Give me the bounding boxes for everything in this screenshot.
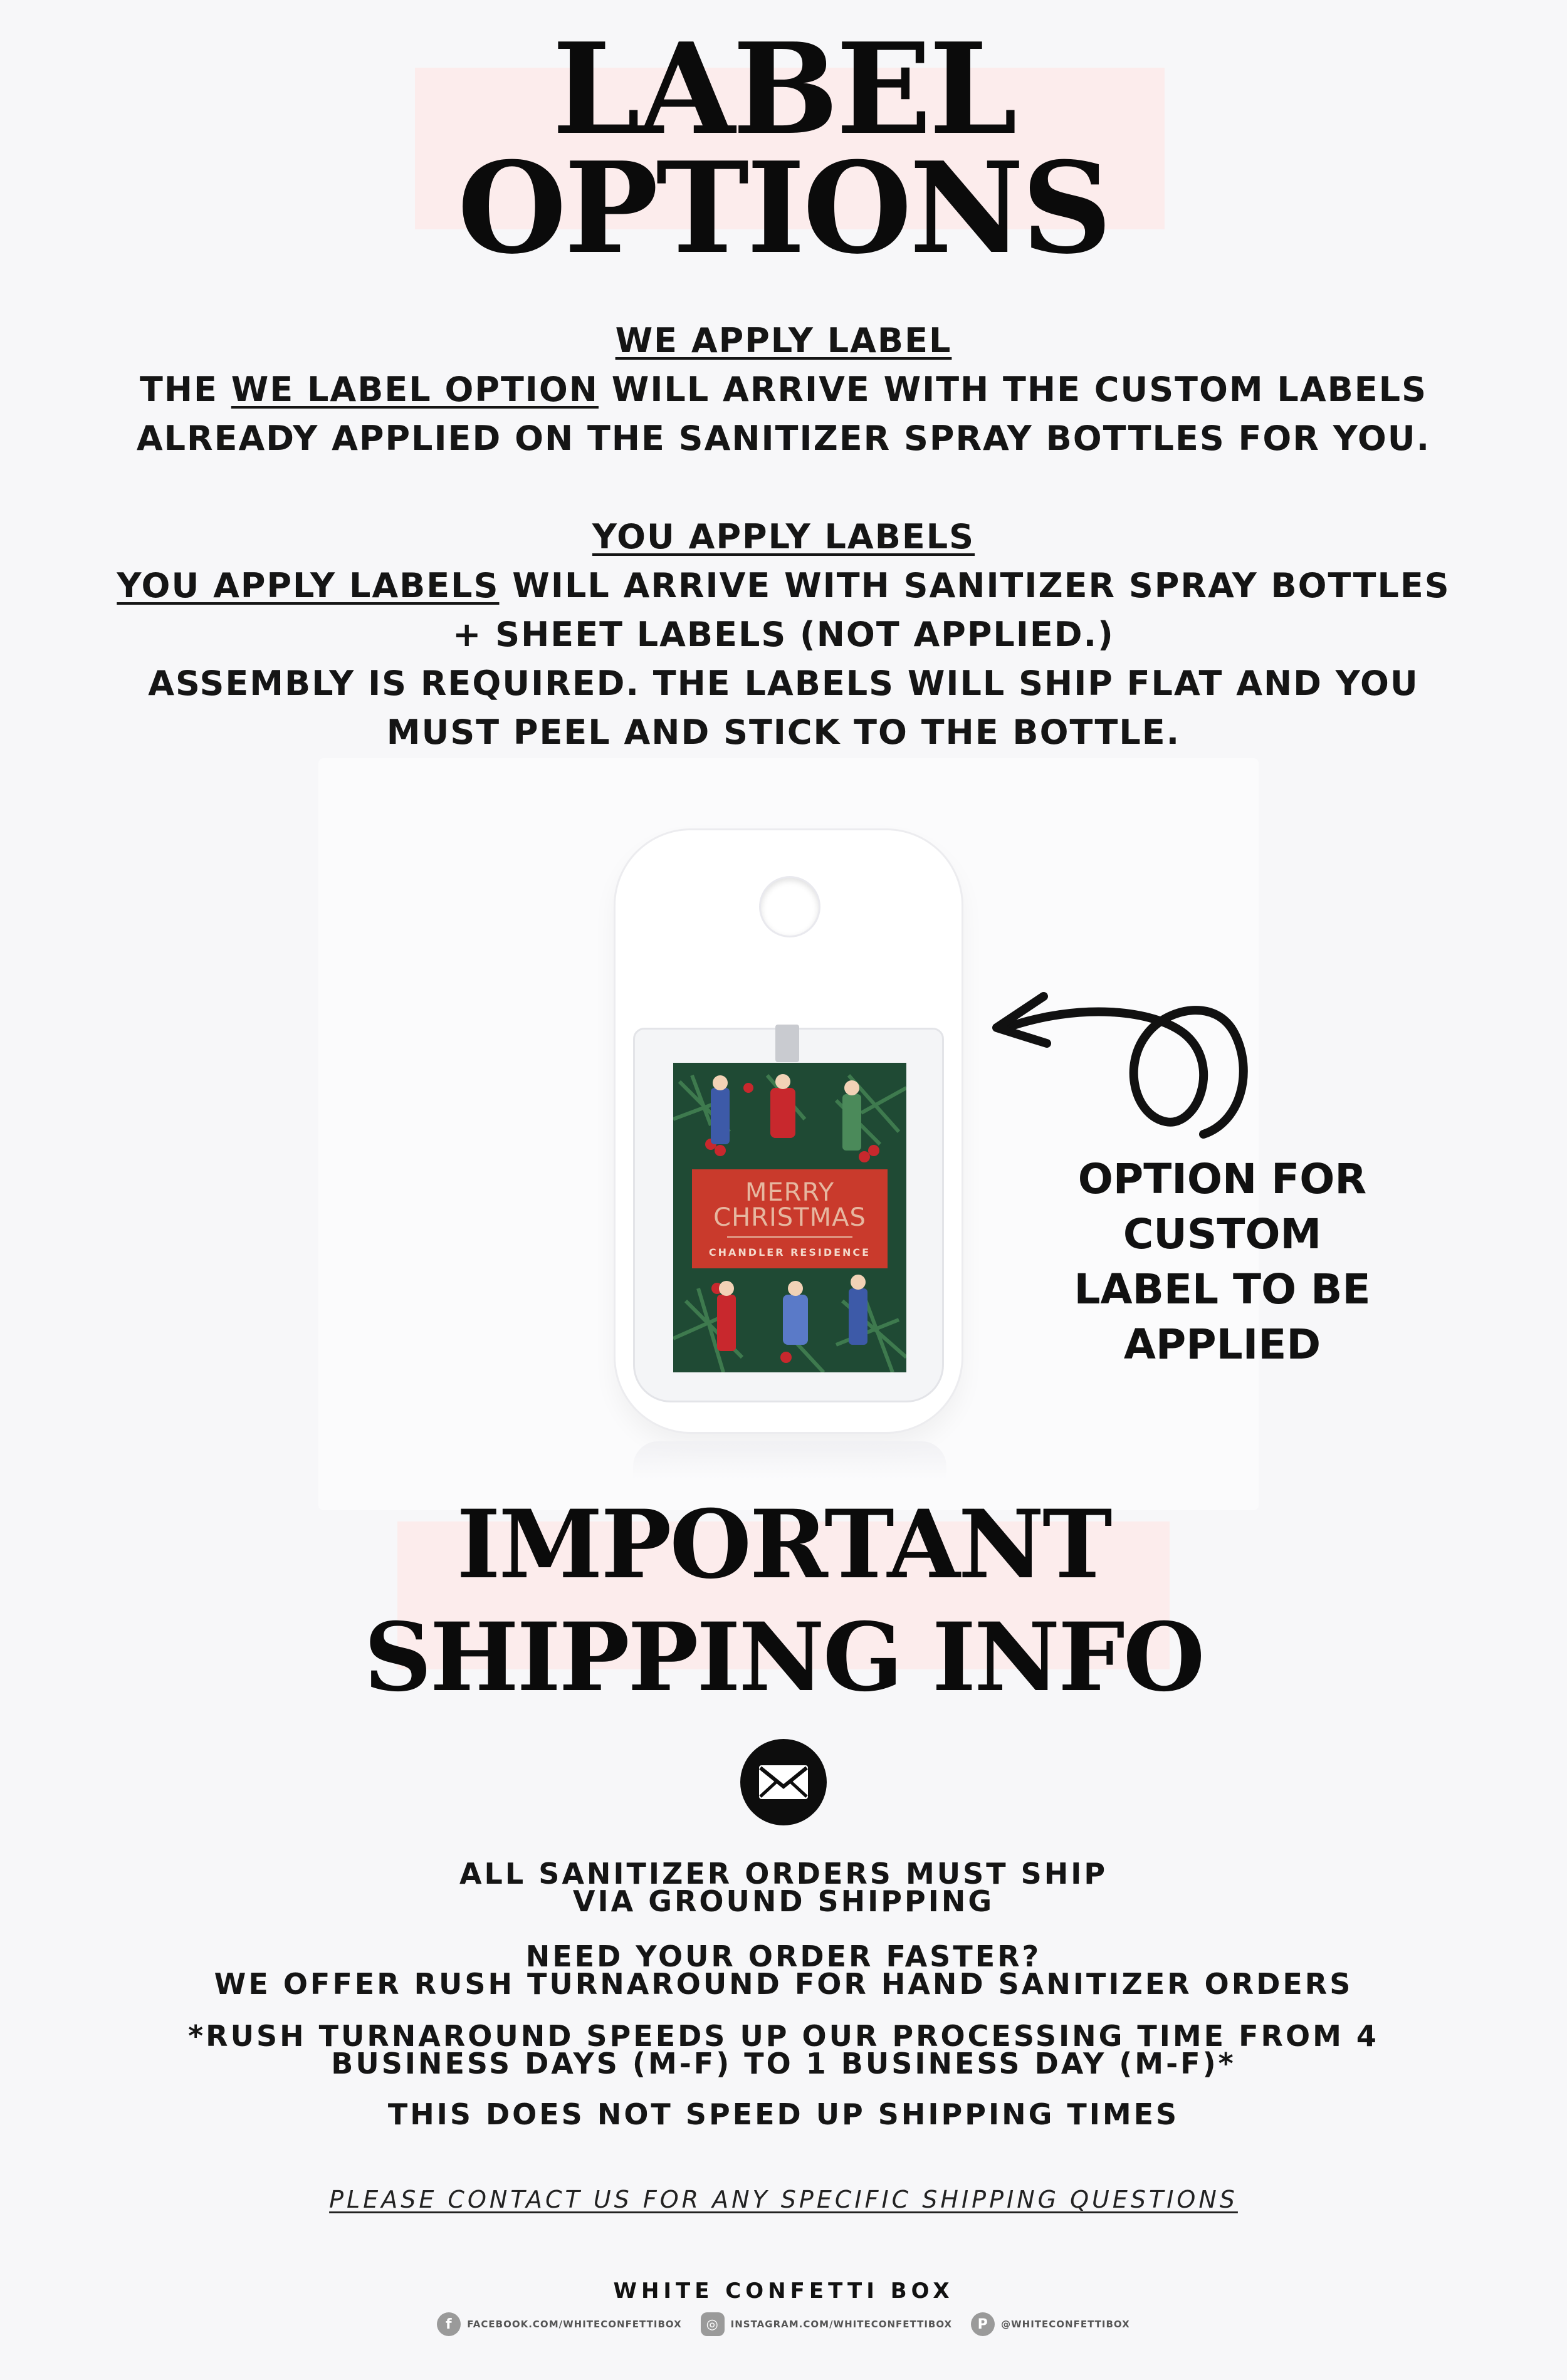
shipping-para-rush: NEED YOUR ORDER FASTER? WE OFFER RUSH TURNAROUND FOR HAND SANITIZER ORDERS bbox=[214, 1939, 1353, 2001]
instagram-link[interactable]: ◎ INSTAGRAM.COM/WHITECONFETTIBOX bbox=[701, 2312, 952, 2336]
contact-link[interactable]: PLEASE CONTACT US FOR ANY SPECIFIC SHIPPING QUESTIONS bbox=[329, 2186, 1238, 2213]
pine-branch-4 bbox=[836, 1288, 906, 1372]
shipping-para-processing: *RUSH TURNAROUND SPEEDS UP OUR PROCESSING TIME FROM 4 BUSINESS DAYS (M-F) TO 1 BUSINESS DAY (M-F)* bbox=[188, 2019, 1379, 2080]
you-apply-title: YOU APPLY LABELS bbox=[592, 517, 975, 556]
heading-line-1: LABEL bbox=[552, 16, 1015, 163]
you-apply-labels-link: YOU APPLY LABELS bbox=[117, 566, 500, 605]
shipping-heading-line-2: SHIPPING INFO bbox=[364, 1602, 1203, 1713]
we-label-option-link: WE LABEL OPTION bbox=[231, 370, 599, 409]
curly-arrow-icon bbox=[978, 965, 1266, 1153]
we-apply-line-2: ALREADY APPLIED ON THE SANITIZER SPRAY BOTTLES FOR YOU. bbox=[136, 419, 1431, 458]
label-title-line-1: MERRY bbox=[745, 1177, 835, 1207]
bottle-reflection bbox=[633, 1441, 946, 1479]
facebook-link[interactable]: f FACEBOOK.COM/WHITECONFETTIBOX bbox=[437, 2312, 681, 2336]
shipping-heading-line-1: IMPORTANT bbox=[456, 1490, 1111, 1600]
you-apply-section bbox=[0, 513, 1567, 757]
shipping-para-ground: ALL SANITIZER ORDERS MUST SHIP VIA GROUND SHIPPING bbox=[459, 1857, 1108, 1918]
we-apply-line-1: THE WE LABEL OPTION WILL ARRIVE WITH THE CUSTOM LABELS bbox=[140, 370, 1427, 409]
bottle-cap-hole bbox=[761, 878, 819, 936]
we-apply-section bbox=[0, 316, 1567, 463]
label-options-heading bbox=[0, 16, 1567, 282]
shipping-heading bbox=[0, 1488, 1567, 1714]
custom-label bbox=[673, 1063, 906, 1372]
shipping-para-note: THIS DOES NOT SPEED UP SHIPPING TIMES bbox=[387, 2097, 1180, 2131]
pinterest-icon: P bbox=[971, 2312, 995, 2336]
we-apply-title: WE APPLY LABEL bbox=[615, 321, 952, 360]
brand-name: WHITE CONFETTI BOX bbox=[613, 2278, 954, 2304]
instagram-icon: ◎ bbox=[701, 2312, 725, 2336]
label-subtext: CHANDLER RESIDENCE bbox=[708, 1246, 871, 1258]
spray-tube bbox=[775, 1025, 799, 1062]
pinterest-link[interactable]: P @WHITECONFETTIBOX bbox=[971, 2312, 1130, 2336]
label-title-line-2: CHRISTMAS bbox=[713, 1203, 866, 1232]
you-apply-line-4: MUST PEEL AND STICK TO THE BOTTLE. bbox=[386, 712, 1181, 752]
merry-christmas-box bbox=[692, 1169, 888, 1268]
heading-line-2: OPTIONS bbox=[457, 135, 1110, 282]
you-apply-line-3: ASSEMBLY IS REQUIRED. THE LABELS WILL SHIP FLAT AND YOU bbox=[148, 664, 1419, 703]
you-apply-line-2: + SHEET LABELS (NOT APPLIED.) bbox=[453, 615, 1114, 654]
envelope-icon bbox=[740, 1739, 827, 1825]
custom-label-callout: OPTION FOR CUSTOM LABEL TO BE APPLIED bbox=[1074, 1155, 1371, 1369]
social-links bbox=[0, 2312, 1567, 2336]
you-apply-line-1: YOU APPLY LABELS WILL ARRIVE WITH SANITIZER SPRAY BOTTLES bbox=[117, 566, 1450, 605]
facebook-icon: f bbox=[437, 2312, 461, 2336]
